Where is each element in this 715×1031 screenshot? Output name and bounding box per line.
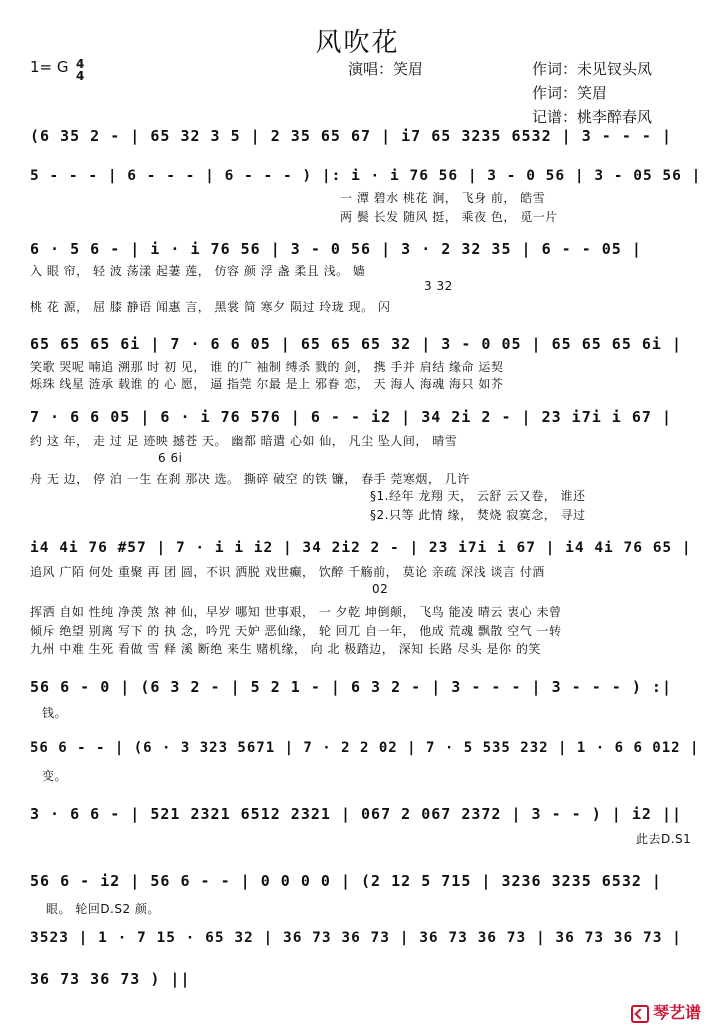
lyric-line: 入 眼 帘， 轻 波 荡漾 起萋 莲， 仿容 颜 浮 盏 柔且 浅。 嫱	[30, 264, 366, 278]
lyric-line: 挥洒 自如 性纯 净羡 煞 神 仙，早岁 哪知 世事艰， 一 夕乾 坤倒颠， 飞鸟 能凌 晴云 衷心 未曾	[30, 605, 562, 619]
notation-credit: 记谱：桃李醉春风	[532, 108, 653, 126]
notation-row: 3523 | 1 · 7 15 · 65 32 | 36 73 36 73 | 36 73 36 73 | 36 73 36 73 |	[30, 930, 682, 946]
lyric-line: 约 这 年， 走 过 足 迹映 撼苍 天。 幽都 暗遣 心如 仙， 凡尘 坠人间， 晴雪	[30, 434, 458, 448]
notation-row: 5 - - - | 6 - - - | 6 - - - ) |: i · i 76 56 | 3 - 0 56 | 3 - 05 56 |	[30, 168, 702, 184]
lyric-line: 舟 无 边， 停 泊 一生 在刹 那决 选。 撕碎 破空 的铁 镰， 春手 莞寒烟， 几许	[30, 472, 470, 486]
time-signature	[76, 58, 84, 82]
notation-row: (6 35 2 - | 65 32 3 5 | 2 35 65 67 | i7 65 3235 6532 | 3 - - - |	[30, 127, 672, 145]
singer-credit: 演唱：笑眉	[348, 60, 424, 78]
notation-row: i4 4i 76 #57 | 7 · i i i2 | 34 2i2 2 - | 23 i7i i 67 | i4 4i 76 65 |	[30, 540, 692, 556]
lyric-line: 倾斥 绝望 别离 写下 的 执 念，吟咒 天妒 恶仙缘， 轮 回兀 自一年， 他成 荒魂 飘散 空气 一转	[30, 624, 562, 638]
lyric-line: 两 鬓 长发 随风 挺， 乘夜 色， 觅一片	[340, 210, 558, 224]
lyric-line: 桃 花 源， 屈 膝 静语 闻惠 言， 黑裳 简 寒夕 陨过 玲珑 现。 闪	[30, 300, 391, 314]
notation-row: 7 · 6 6 05 | 6 · i 76 576 | 6 - - i2 | 34 2i 2 - | 23 i7i i 67 |	[30, 408, 672, 426]
lyric-line: 3 32	[424, 279, 453, 293]
lyric-line: 追风 广陌 何处 重聚 再 团 圆，不识 洒脱 戏世癫， 饮醉 千觞前， 莫论 亲疏 深浅 谈言 付酒	[30, 565, 545, 579]
lyric-line: 九州 中难 生死 看做 雪 释 溪 断绝 来生 赌机缘， 向 北 极踏边， 深知 长路 尽头 是你 的笑	[30, 642, 541, 656]
logo-icon	[631, 1005, 649, 1023]
lyric-line: 眼。 轮回D.S2 颜。	[46, 902, 160, 916]
lyric-line: 6 6i	[158, 451, 183, 465]
lyricist-credit: 作词：未见钗头凤	[532, 60, 653, 78]
time-signature-bottom: 4	[76, 69, 85, 83]
notation-row: 6 · 5 6 - | i · i 76 56 | 3 - 0 56 | 3 · 2 32 35 | 6 - - 05 |	[30, 240, 642, 258]
song-title: 风吹花	[315, 28, 400, 58]
lyric-line: §1.经年 龙翔 天， 云舒 云又卷， 谁还	[370, 489, 586, 503]
lyric-line: 一 潭 碧水 桃花 涧， 飞身 前， 皓雪	[340, 191, 546, 205]
notation-row: 3 · 6 6 - | 521 2321 6512 2321 | 067 2 067 2372 | 3 - - ) | i2 ||	[30, 805, 682, 823]
notation-row: 36 73 36 73 ) ||	[30, 970, 191, 988]
lyric-line: 此去D.S1	[636, 832, 692, 846]
lyric-line: 笑歌 哭呢 喃追 溯那 时 初 见， 谁 的广 袖制 缚杀 戮的 剑， 携 手并 肩结 缘命 运契	[30, 360, 504, 374]
time-signature-top: 4	[76, 57, 85, 71]
key-signature: 1= G	[30, 58, 69, 76]
lyricist-credit-2: 作词：笑眉	[532, 84, 608, 102]
lyric-line: 钱。	[42, 706, 68, 720]
watermark-text: 琴艺谱	[652, 1003, 701, 1022]
lyric-line: 变。	[42, 769, 68, 783]
lyric-line: 02	[372, 582, 389, 596]
notation-row: 65 65 65 6i | 7 · 6 6 05 | 65 65 65 32 | 3 - 0 05 | 65 65 65 6i |	[30, 335, 682, 353]
lyric-line: §2.只等 此情 缘， 焚烧 寂寞念， 寻过	[370, 508, 586, 522]
site-watermark	[631, 1000, 701, 1023]
notation-row: 56 6 - - | (6 · 3 323 5671 | 7 · 2 2 02 | 7 · 5 535 232 | 1 · 6 6 012 |	[30, 740, 700, 756]
notation-row: 56 6 - i2 | 56 6 - - | 0 0 0 0 | (2 12 5 715 | 3236 3235 6532 |	[30, 872, 662, 890]
notation-row: 56 6 - 0 | (6 3 2 - | 5 2 1 - | 6 3 2 - | 3 - - - | 3 - - - ) :|	[30, 678, 672, 696]
lyric-line: 烁珠 线星 涟承 载谁 的 心 愿， 逼 指莞 尔最 是上 邪眷 恋， 天 海人 海魂 海只 如芥	[30, 377, 504, 391]
